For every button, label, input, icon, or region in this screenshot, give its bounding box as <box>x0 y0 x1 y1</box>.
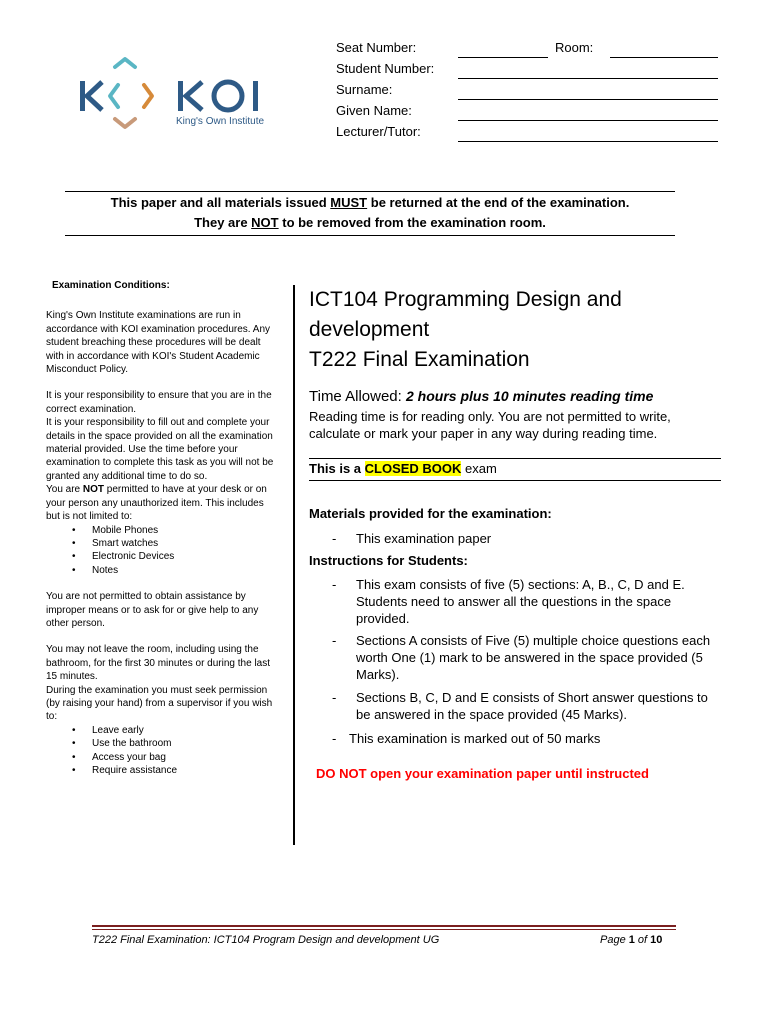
given-name-label: Given Name: <box>336 103 412 118</box>
title-line-2: development <box>309 318 430 341</box>
title-line-3: T222 Final Examination <box>309 348 530 371</box>
exam-title <box>309 285 709 375</box>
closed-book-top-rule <box>309 458 721 459</box>
room-line <box>610 57 718 58</box>
exam-conditions <box>46 279 276 777</box>
seat-number-label: Seat Number: <box>336 40 417 55</box>
notice-bottom-rule <box>65 235 675 236</box>
list-item: • Use the bathroom <box>46 737 276 750</box>
conditions-p3: It is your responsibility to fill out and complete your details in the space provided on all the examination material provided. Use the time before your examination to complete this task as you will not be granted any additional time to do so. <box>46 417 274 482</box>
conditions-p2: It is your responsibility to ensure that you are in the correct examination. <box>46 390 272 415</box>
closed-book-bottom-rule <box>309 480 721 481</box>
conditions-p1: King's Own Institute examinations are run in accordance with KOI examination procedures. Any student breaching these procedures will be dealt with in accordance with KOI's Student Academic Misconduct Policy. <box>46 310 271 376</box>
footer-title: T222 Final Examination: ICT104 Program Design and development UG <box>92 934 440 946</box>
list-item: • Notes <box>46 564 276 577</box>
list-item: • Leave early <box>46 724 276 737</box>
conditions-p7: During the examination you must seek permission (by raising your hand) from a supervisor if you wish to: <box>46 684 273 723</box>
instruction-item: - This examination is marked out of 50 marks <box>332 731 601 746</box>
notice-line-2: They are NOT to be removed from the examination room. <box>194 215 546 230</box>
do-not-open-warning: DO NOT open your examination paper until instructed <box>316 766 649 781</box>
page-indicator: Page 1 of 10 <box>600 934 663 946</box>
footer-rule <box>92 925 676 927</box>
materials-label: Materials provided for the examination: <box>309 506 552 521</box>
conditions-heading: Examination Conditions: <box>52 280 170 291</box>
lecturer-label: Lecturer/Tutor: <box>336 124 421 139</box>
instructions-label: Instructions for Students: <box>309 553 468 568</box>
instruction-item: - This exam consists of five (5) sections: A, B., C, D and E. Students need to answer all the questions in the space provided. <box>332 577 685 626</box>
list-item: • Mobile Phones <box>46 524 276 537</box>
conditions-p4: You are NOT permitted to have at your desk or on your person any unauthorized item. This includes but is not limited to: <box>46 484 267 523</box>
instruction-item: - Sections A consists of Five (5) multiple choice questions each worth One (1) mark to be answered in the space provided (5 Marks). <box>332 633 711 682</box>
room-label: Room: <box>555 40 594 55</box>
instruction-item: - Sections B, C, D and E consists of Short answer questions to be answered in the space provided (45 Marks). <box>332 690 708 722</box>
list-item: • Require assistance <box>46 764 276 777</box>
conditions-p5: You are not permitted to obtain assistance by improper means or to ask for or give help to any other person. <box>46 591 259 629</box>
given-name-line <box>458 120 718 121</box>
surname-label: Surname: <box>336 82 393 97</box>
list-item: • Access your bag <box>46 751 276 764</box>
materials-item: - This examination paper <box>332 531 492 546</box>
column-divider <box>293 285 295 845</box>
footer-rule-thin <box>92 929 676 930</box>
prohibited-items-list <box>46 524 276 578</box>
notice-line-1: This paper and all materials issued MUST be returned at the end of the examination. <box>110 195 630 210</box>
conditions-p6: You may not leave the room, including using the bathroom, for the first 30 minutes or during the last 15 minutes. <box>46 644 270 683</box>
reading-time-note: Reading time is for reading only. You are not permitted to write, calculate or mark your paper in any way during reading time. <box>309 409 671 441</box>
surname-line <box>458 99 718 100</box>
list-item: • Smart watches <box>46 537 276 550</box>
logo-tagline: King's Own Institute <box>176 116 265 127</box>
permission-items-list <box>46 724 276 778</box>
list-item: • Electronic Devices <box>46 550 276 563</box>
student-number-label: Student Number: <box>336 61 435 76</box>
time-allowed: Time Allowed: 2 hours plus 10 minutes reading time <box>309 388 654 405</box>
lecturer-line <box>458 141 718 142</box>
title-line-1: ICT104 Programming Design and <box>309 288 622 311</box>
closed-book-notice: This is a CLOSED BOOK exam <box>309 461 497 476</box>
notice-top-rule <box>65 191 675 192</box>
seat-number-line <box>458 57 548 58</box>
student-number-line <box>458 78 718 79</box>
